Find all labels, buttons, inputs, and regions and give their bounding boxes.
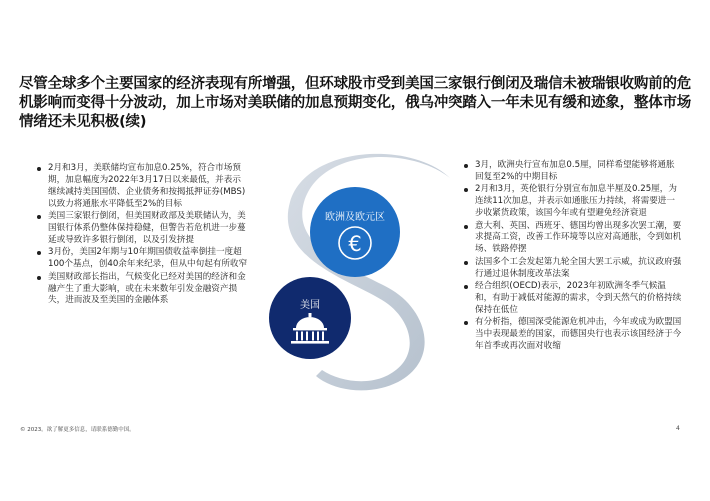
list-item: 美国财政部长指出，气候变化已经对美国的经济和金融产生了重大影响，或在未来数年引发金融资产损失，进而波及至美国的金融体系 [34,272,249,308]
page-number: 4 [676,425,680,432]
us-label: 美国 [300,300,320,311]
page-heading: 尽管全球多个主要国家的经济表现有所增强，但环球股市受到美国三家银行倒闭及瑞信未被瑞银收购前的危机影响而变得十分波动，加上市场对美联储的加息预期变化，俄乌冲突踏入一年未见有缓和迹象，整体市场情绪还未见积极(续) [19,76,692,130]
list-item: 3月，欧洲央行宣布加息0.5厘，同样希望能够将通胀回复至2%的中期目标 [461,160,683,184]
region-graphic [250,150,465,395]
europe-bullet-list [461,160,683,354]
list-item: 2月和3月，美联储均宣布加息0.25%，符合市场预期，加息幅度为2022年3月17日以来最低，并表示继续减持美国国债、企业债务和按揭抵押证券(MBS)以致力将通胀水平降低至2%的目标 [34,163,249,211]
europe-label: 欧洲及欧元区 [325,212,385,223]
us-bullet-list [34,163,249,308]
list-item: 3月份，美国2年期与10年期国债收益率倒挂一度超100个基点，创40余年来纪录，但从中旬起有所收窄 [34,247,249,271]
list-item: 2月和3月，英伦银行分别宣布加息半厘及0.25厘，为连续11次加息，并表示如通胀压力持续，将需要进一步收紧货政策，该国今年或有望避免经济衰退 [461,184,683,220]
list-item: 意大利、英国、西班牙、德国均曾出现多次罢工潮，要求提高工资，改善工作环境等以应对高通胀，令到如机场、铁路停摆 [461,221,683,257]
footer-copyright: © 2023。欲了解更多信息，请联系德勤中国。 [20,427,135,433]
list-item: 有分析指，德国深受能源危机冲击，今年或成为欧盟国当中表现最差的国家，而德国央行也表示该国经济于今年首季或再次面对收缩 [461,317,683,353]
svg-text:€: € [348,232,362,256]
list-item: 经合组织(OECD)表示，2023年初欧洲冬季气候温和，有助于减低对能源的需求，令到天然气的价格持续保持在低位 [461,281,683,317]
list-item: 美国三家银行倒闭，但美国财政部及美联储认为，美国银行体系仍整体保持稳健，但警告若危机进一步蔓延或导致许多银行倒闭，以及引发挤提 [34,211,249,247]
list-item: 法国多个工会发起第九轮全国大罢工示威，抗议政府强行通过退休制度改革法案 [461,257,683,281]
